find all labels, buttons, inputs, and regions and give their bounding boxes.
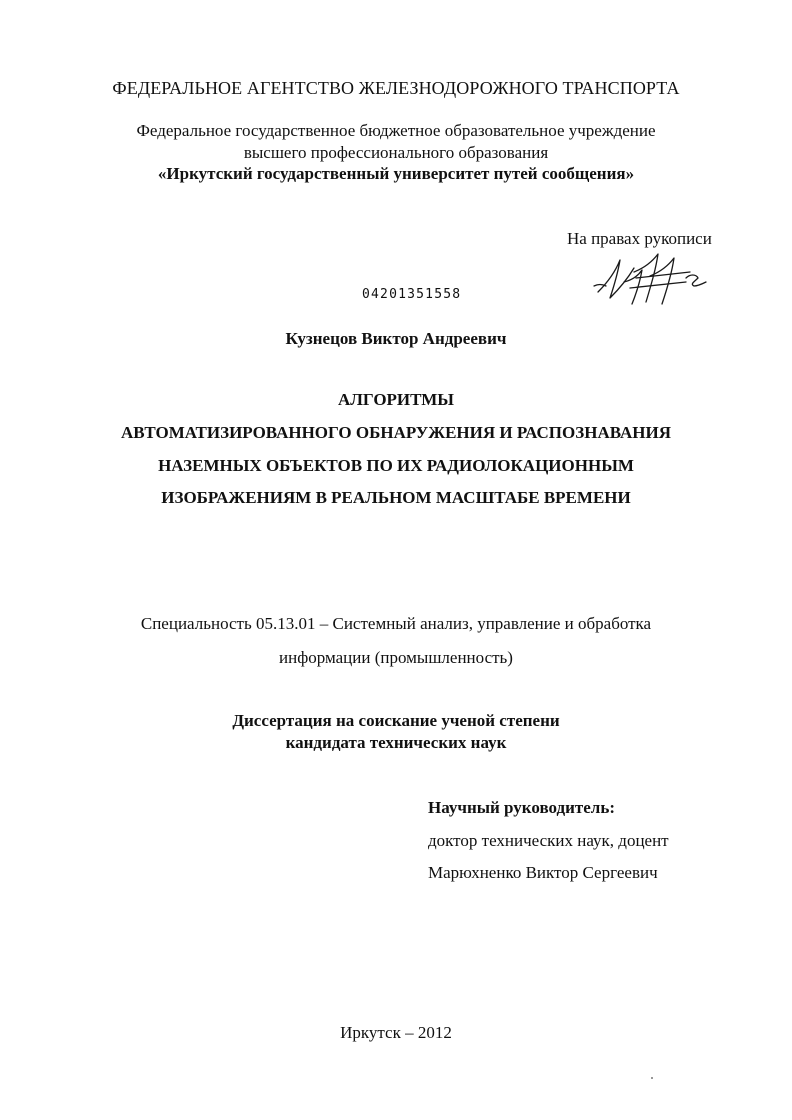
author-name: Кузнецов Виктор Андреевич (285, 329, 507, 348)
dissertation-line-2: кандидата технических наук (285, 733, 507, 752)
manuscript-note: На правах рукописи (567, 229, 712, 248)
specialty-line-2: информации (промышленность) (279, 648, 513, 667)
supervisor-degree: доктор технических наук, доцент (428, 831, 669, 850)
title-line-3: НАЗЕМНЫХ ОБЪЕКТОВ ПО ИХ РАДИОЛОКАЦИОННЫМ (158, 456, 634, 475)
university-name: «Иркутский государственный университет путей сообщения» (157, 164, 635, 183)
institution-line-2: высшего профессионального образования (243, 143, 549, 162)
supervisor-name: Марюхненко Виктор Сергеевич (428, 863, 658, 882)
document-number: 04201351558 (362, 287, 462, 302)
title-line-4: ИЗОБРАЖЕНИЯМ В РЕАЛЬНОМ МАСШТАБЕ ВРЕМЕНИ (161, 488, 631, 507)
institution-line-1: Федеральное государственное бюджетное образовательное учреждение (136, 121, 656, 140)
title-line-1: АЛГОРИТМЫ (337, 390, 455, 409)
dissertation-line-1: Диссертация на соискание ученой степени (232, 711, 560, 730)
specialty-line-1: Специальность 05.13.01 – Системный анализ, управление и обработка (140, 614, 652, 633)
title-line-2: АВТОМАТИЗИРОВАННОГО ОБНАРУЖЕНИЯ И РАСПОЗНАВАНИЯ (120, 423, 671, 442)
agency-title: ФЕДЕРАЛЬНОЕ АГЕНТСТВО ЖЕЛЕЗНОДОРОЖНОГО ТРАНСПОРТА (112, 78, 680, 98)
signature-icon (590, 242, 720, 312)
supervisor-heading: Научный руководитель: (428, 798, 615, 817)
scan-speck (651, 1077, 653, 1079)
place-year: Иркутск – 2012 (340, 1023, 452, 1042)
